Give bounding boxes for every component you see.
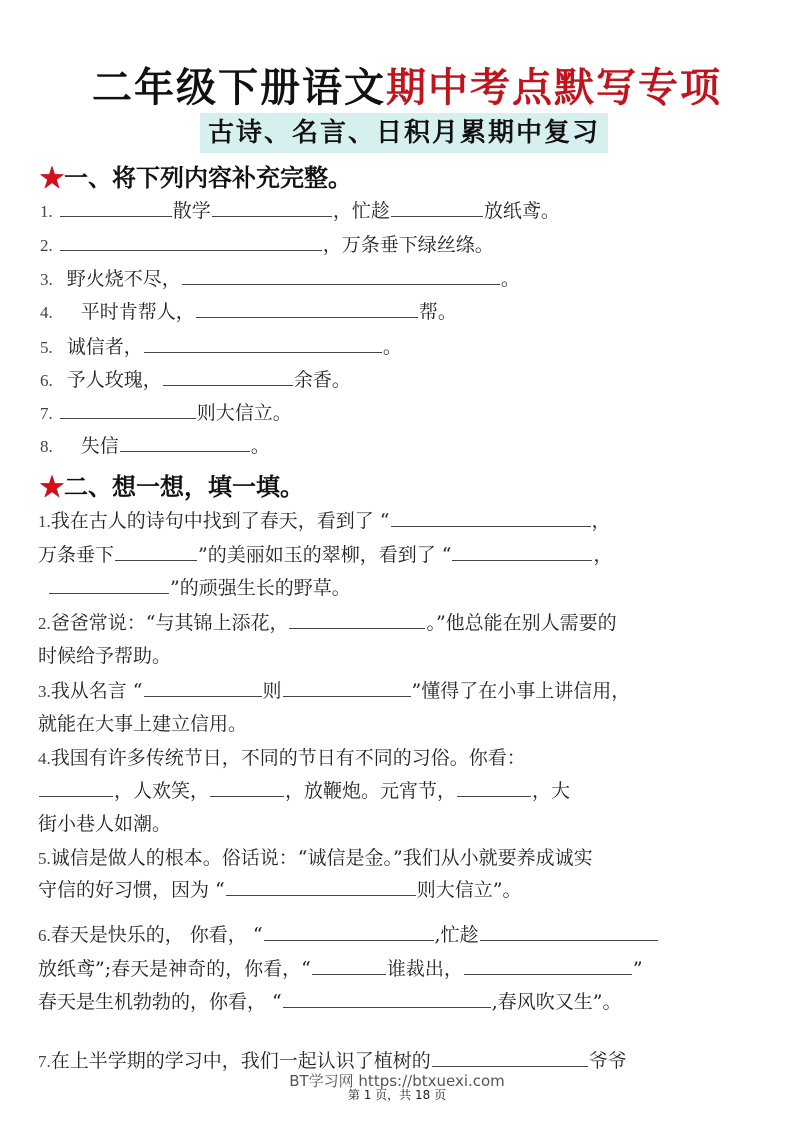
- s2-q4-line2: [38, 778, 570, 804]
- blank-field[interactable]: [226, 877, 416, 896]
- item-text: ，放鞭炮。元宵节，: [285, 780, 457, 802]
- section2-heading: [40, 472, 304, 502]
- item-text: 帮。: [418, 301, 457, 323]
- page-title: [92, 62, 722, 114]
- item-text: ”: [632, 958, 643, 980]
- item-number: 1.: [40, 202, 53, 221]
- blank-field[interactable]: [144, 334, 382, 353]
- item-text: 诚信是做人的根本。俗话说：“诚信是金。”我们从小就要养成诚实: [50, 847, 593, 869]
- item-number: 5.: [40, 338, 53, 357]
- item-text: ,忙趁: [434, 924, 479, 946]
- item-text: 春天是快乐的， 你看， “: [50, 924, 263, 946]
- item-text: 余香。: [293, 369, 351, 391]
- item-text: 放纸鸢”;春天是神奇的，你看，“: [38, 958, 311, 980]
- item-text: 予人玫瑰，: [66, 369, 162, 391]
- item-text: ”的美丽如玉的翠柳，看到了 “: [198, 544, 452, 566]
- item-text: ”的顽强生长的野草。: [170, 577, 351, 599]
- s2-q1-line3: [48, 575, 351, 601]
- item-text: ,春风吹又生”。: [491, 991, 622, 1013]
- blank-field[interactable]: [115, 542, 197, 561]
- item-text: ，: [593, 544, 613, 566]
- item-text: 则: [262, 680, 282, 702]
- s2-q4-line3: [38, 811, 171, 837]
- item-text: 守信的好习惯，因为 “: [38, 879, 225, 901]
- item-text: 谁裁出，: [386, 958, 463, 980]
- item-number: 3.: [38, 682, 51, 701]
- blank-field[interactable]: [283, 989, 491, 1008]
- blank-field[interactable]: [210, 778, 284, 797]
- s1-item-4: [40, 299, 457, 326]
- s2-q2-line2: [38, 643, 171, 669]
- blank-field[interactable]: [60, 232, 322, 251]
- item-text: 街小巷人如潮。: [38, 813, 172, 835]
- item-number: 7.: [38, 1052, 51, 1071]
- item-text: 平时肯帮人，: [80, 301, 195, 323]
- blank-field[interactable]: [289, 610, 425, 629]
- section1-heading: [40, 163, 352, 193]
- item-number: 4.: [40, 303, 53, 322]
- s1-item-5: [40, 334, 402, 361]
- s2-q3-line2: [38, 711, 247, 737]
- item-text: 春天是生机勃勃的，你看， “: [38, 991, 282, 1013]
- item-number: 3.: [40, 270, 53, 289]
- s2-q6-line3: [38, 989, 622, 1015]
- blank-field[interactable]: [391, 198, 483, 217]
- blank-field[interactable]: [457, 778, 531, 797]
- item-number: 5.: [38, 849, 51, 868]
- s2-q4-line1: [38, 745, 526, 772]
- item-text: ”懂得了在小事上讲信用，: [411, 680, 631, 702]
- blank-field[interactable]: [432, 1048, 588, 1067]
- item-text: 我国有许多传统节日，不同的节日有不同的习俗。你看：: [50, 747, 526, 769]
- s1-item-7: [40, 400, 292, 427]
- blank-field[interactable]: [196, 299, 418, 318]
- page-number: 第 1 页，共 18 页: [347, 1088, 447, 1102]
- s1-item-6: [40, 367, 351, 394]
- item-text: 则大信立。: [196, 402, 292, 424]
- item-text: 诚信者，: [66, 336, 143, 358]
- item-number: 2.: [38, 614, 51, 633]
- item-text: ，: [591, 510, 611, 532]
- s2-q3-line1: [38, 678, 630, 705]
- s2-q6-line2: [38, 956, 643, 982]
- item-number: 4.: [38, 749, 51, 768]
- item-number: 1.: [38, 512, 51, 531]
- page-subtitle: 古诗、名言、日积月累期中复习: [200, 113, 608, 153]
- item-number: 6.: [40, 371, 53, 390]
- item-text: 放纸鸢。: [483, 200, 560, 222]
- item-text: 。: [250, 435, 270, 457]
- star-icon: ★: [40, 163, 64, 192]
- item-text: ，人欢笑，: [114, 780, 210, 802]
- item-text: 。: [382, 336, 402, 358]
- blank-field[interactable]: [264, 922, 434, 941]
- blank-field[interactable]: [163, 367, 293, 386]
- s1-item-3: [40, 266, 520, 293]
- item-text: ，大: [532, 780, 571, 802]
- item-text: ，忙趁: [332, 200, 390, 222]
- item-text: 野火烧不尽，: [66, 268, 181, 290]
- blank-field[interactable]: [60, 198, 172, 217]
- item-number: 8.: [40, 437, 53, 456]
- item-text: 时候给予帮助。: [38, 645, 172, 667]
- item-text: 。: [500, 268, 520, 290]
- s2-q5-line1: [38, 845, 593, 872]
- item-text: 爸爸常说：“与其锦上添花，: [50, 612, 289, 634]
- blank-field[interactable]: [391, 508, 591, 527]
- title-red-part: 期中考点默写专项: [386, 64, 722, 111]
- item-number: 2.: [40, 236, 53, 255]
- item-text: 就能在大事上建立信用。: [38, 713, 248, 735]
- blank-field[interactable]: [120, 433, 250, 452]
- section1-heading-text: 一、将下列内容补充完整。: [64, 163, 352, 192]
- item-text: 爷爷: [588, 1050, 627, 1072]
- blank-field[interactable]: [60, 400, 196, 419]
- star-icon: ★: [40, 472, 64, 501]
- s2-q1-line1: [38, 508, 611, 535]
- blank-field[interactable]: [480, 922, 658, 941]
- item-text: ，万条垂下绿丝绦。: [322, 234, 494, 256]
- s2-q5-line2: [38, 877, 521, 903]
- item-text: 在上半学期的学习中，我们一起认识了植树的: [50, 1050, 431, 1072]
- s1-item-1: [40, 198, 560, 225]
- item-text: 万条垂下: [38, 544, 115, 566]
- blank-field[interactable]: [312, 956, 386, 975]
- item-text: 散学: [172, 200, 211, 222]
- s2-q1-line2: [38, 542, 613, 568]
- item-text: 则大信立”。: [416, 879, 522, 901]
- title-black-part: 二年级下册语文: [92, 64, 386, 111]
- blank-field[interactable]: [464, 956, 632, 975]
- section2-heading-text: 二、想一想，填一填。: [64, 472, 304, 501]
- blank-field[interactable]: [212, 198, 332, 217]
- blank-field[interactable]: [39, 778, 113, 797]
- blank-field[interactable]: [452, 542, 592, 561]
- blank-field[interactable]: [182, 266, 500, 285]
- blank-field[interactable]: [283, 678, 411, 697]
- s1-item-2: [40, 232, 494, 259]
- watermark: BT学习网 https://btxuexi.com: [289, 1072, 505, 1090]
- s2-q2-line1: [38, 610, 617, 637]
- item-number: 7.: [40, 404, 53, 423]
- item-number: 6.: [38, 926, 51, 945]
- item-text: 失信: [80, 435, 119, 457]
- item-text: 我在古人的诗句中找到了春天，看到了 “: [50, 510, 390, 532]
- s1-item-8: [40, 433, 270, 460]
- item-text: 。”他总能在别人需要的: [426, 612, 617, 634]
- blank-field[interactable]: [144, 678, 262, 697]
- item-text: 我从名言 “: [50, 680, 143, 702]
- s2-q6-line1: [38, 922, 659, 949]
- blank-field[interactable]: [49, 575, 169, 594]
